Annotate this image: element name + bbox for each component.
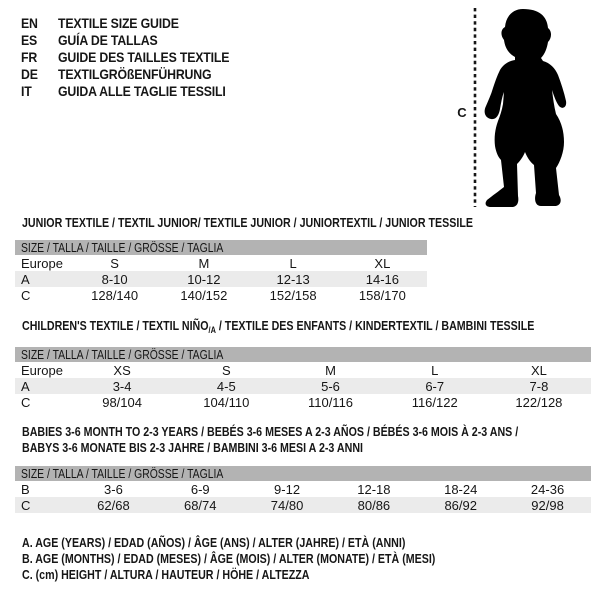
language-code [21,66,58,82]
footnote-b-text: B. AGE (MONTHS) / EDAD (MESES) / ÂGE (MOIS) / ALTER (MONATE) / ETÀ (MESI) [22,551,436,566]
language-row [21,82,253,99]
language-title: TEXTILGRÖßENFÜHRUNG [58,65,212,82]
size-header-label: SIZE / TALLA / TAILLE / GRÖSSE / TAGLIA [21,240,224,255]
cell-value: 24-36 [530,481,565,497]
cell-value: 10-12 [187,271,221,287]
table-row [15,287,427,303]
cell-value: 6-7 [425,378,445,394]
cell-value: 68/74 [183,497,217,513]
row-label: A [21,378,30,394]
language-code-text: ES [21,31,38,48]
cell-value: 74/80 [270,497,304,513]
cell-value: 110/116 [307,394,354,410]
table-row [15,497,591,513]
language-title: GUIDE DES TAILLES TEXTILE [58,48,230,65]
size-header-label: SIZE / TALLA / TAILLE / GRÖSSE / TAGLIA [21,347,224,362]
row-label: Europe [21,362,63,378]
footnote-c [22,567,526,583]
cell-value: 18-24 [444,481,478,497]
size-header-label: SIZE / TALLA / TAILLE / GRÖSSE / TAGLIA [21,466,224,481]
language-row [21,14,253,31]
language-row [21,65,253,82]
language-code [21,49,58,65]
cell-value: S [110,255,119,271]
footnotes [22,535,526,583]
baby-silhouette [485,9,567,207]
language-code-text: DE [21,65,38,82]
row-label: B [21,481,30,497]
cell-value: S [221,362,231,378]
cell-value: 5-6 [321,378,340,394]
language-code-text: EN [21,14,38,31]
row-label: C [21,497,31,513]
cell-value: 98/104 [102,394,142,410]
title-suffix: / TEXTILE DES ENFANTS / KINDERTEXTIL / BAMBINI TESSILE [215,318,535,333]
cell-value: 140/152 [180,287,228,303]
table-row [15,481,591,497]
children-table-title [22,318,600,338]
cell-value: XL [530,362,547,378]
table-row [15,271,427,287]
cell-value: 62/68 [97,497,130,513]
row-label: C [21,394,31,410]
footnote-a [22,535,526,551]
table-row [15,378,591,394]
table-row [15,362,591,378]
junior-table-title [22,215,572,231]
cell-value: 3-4 [112,378,132,394]
cell-value: 4-5 [216,378,236,394]
language-row [21,31,253,48]
cell-value: 92/98 [531,497,564,513]
footnote-a-text: A. AGE (YEARS) / EDAD (AÑOS) / ÂGE (ANS) / ALTER (JAHRE) / ETÀ (ANNI) [22,535,406,550]
row-label: A [21,271,30,287]
cell-value: 122/128 [515,394,563,410]
cell-value: 80/86 [357,497,391,513]
row-label: C [21,287,31,303]
cell-value: 158/170 [358,287,406,303]
row-label: Europe [21,255,63,271]
cell-value: 9-12 [274,481,301,497]
language-title: TEXTILE SIZE GUIDE [58,14,179,31]
size-header-bar [15,466,591,481]
cell-value: XS [113,362,131,378]
language-code-text: FR [21,48,38,65]
cell-value: L [431,362,439,378]
cell-value: 86/92 [444,497,477,513]
language-list [21,14,253,99]
junior-table-title-text: JUNIOR TEXTILE / TEXTIL JUNIOR/ TEXTILE JUNIOR / JUNIORTEXTIL / JUNIOR TESSILE [22,215,473,230]
junior-table [15,240,427,303]
size-header-bar [15,240,427,255]
children-table-title-text [22,318,534,338]
cell-value: 6-9 [190,481,210,497]
footnote-c-text: C. (cm) HEIGHT / ALTURA / HAUTEUR / HÖHE / ALTEZZA [22,567,310,582]
cell-value: 152/158 [269,287,317,303]
title-subscript: /A [208,325,216,335]
babies-title-line1: BABIES 3-6 MONTH TO 2-3 YEARS / BEBÉS 3-6 MESES A 2-3 AÑOS / BÉBÉS 3-6 MOIS À 2-3 ANS / [22,424,519,439]
cell-value: M [198,255,210,271]
babies-table [15,466,591,513]
size-header-bar [15,347,591,362]
cell-value: M [325,362,336,378]
cell-value: 7-8 [529,378,549,394]
cell-value: 3-6 [104,481,123,497]
height-measure-label: C [457,105,467,120]
cell-value: 128/140 [91,287,139,303]
cell-value: 104/110 [203,394,250,410]
cell-value: 12-18 [357,481,391,497]
babies-table-title [22,424,600,456]
language-title: GUÍA DE TALLAS [58,31,158,48]
table-row [15,255,427,271]
language-code [21,32,58,48]
children-table [15,347,591,410]
language-code [21,15,58,31]
footnote-b [22,551,526,567]
language-code [21,83,58,99]
language-code-text: IT [21,82,32,99]
language-title: GUIDA ALLE TAGLIE TESSILI [58,82,226,99]
cell-value: 8-10 [101,271,128,287]
babies-title-line2-wrap [22,440,600,456]
cell-value: L [289,255,297,271]
cell-value: 116/122 [411,394,458,410]
babies-title-line1-wrap [22,424,600,440]
cell-value: 12-13 [276,271,310,287]
table-row [15,394,591,410]
title-prefix: CHILDREN'S TEXTILE / TEXTIL NIÑO [22,318,209,333]
language-row [21,48,253,65]
cell-value: 14-16 [365,271,399,287]
cell-value: XL [374,255,391,271]
babies-title-line2: BABYS 3-6 MONATE BIS 2-3 JAHRE / BAMBINI 3-6 MESI A 2-3 ANNI [22,440,363,455]
